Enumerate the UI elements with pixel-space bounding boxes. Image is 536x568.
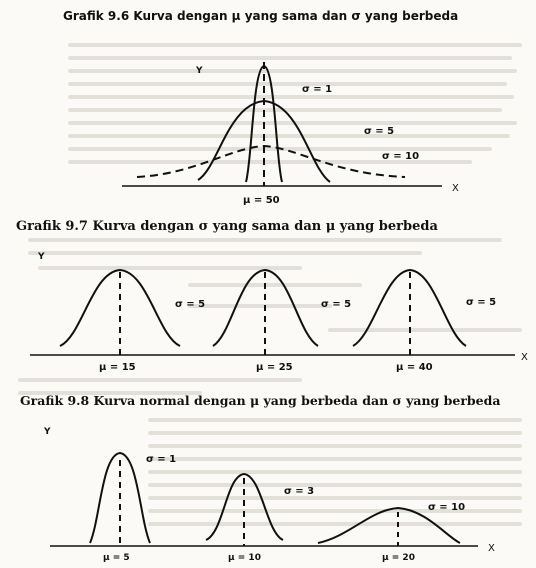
- fig8-mu-label-2: μ = 10: [228, 553, 261, 563]
- fig6-sigma-5-label: σ = 5: [364, 126, 395, 137]
- fig8-y-axis-label: Y: [44, 427, 51, 437]
- fig6-mu-label: μ = 50: [243, 195, 280, 206]
- figure-9-8: [43, 427, 495, 563]
- fig7-sigma-label-1: σ = 5: [175, 299, 206, 310]
- fig7-sigma-label-2: σ = 5: [321, 299, 352, 310]
- fig7-sigma-label-3: σ = 5: [466, 297, 497, 308]
- fig6-curve-sigma-10: [137, 146, 405, 177]
- fig8-mu-label-1: μ = 5: [103, 553, 130, 563]
- fig7-mu-label-1: μ = 15: [99, 362, 136, 373]
- figure-9-6-title: Grafik 9.6 Kurva dengan μ yang sama dan σ yang berbeda: [63, 9, 459, 23]
- fig8-mu-label-3: μ = 20: [382, 553, 415, 563]
- figure-9-7: [30, 252, 528, 373]
- fig7-mu-label-3: μ = 40: [396, 362, 433, 373]
- fig8-curve-3: [318, 508, 460, 543]
- fig8-sigma-label-3: σ = 10: [428, 502, 466, 513]
- fig6-y-axis-label: Y: [196, 66, 203, 76]
- fig6-sigma-10-label: σ = 10: [382, 151, 420, 162]
- fig8-sigma-label-2: σ = 3: [284, 486, 315, 497]
- fig6-sigma-1-label: σ = 1: [302, 84, 333, 95]
- figure-9-8-title: Grafik 9.8 Kurva normal dengan μ yang berbeda dan σ yang berbeda: [20, 393, 501, 408]
- fig7-x-axis-label: X: [521, 352, 528, 363]
- figure-9-7-title: Grafik 9.7 Kurva dengan σ yang sama dan μ yang berbeda: [16, 219, 438, 234]
- figure-9-6: [122, 62, 459, 206]
- fig7-mu-label-2: μ = 25: [256, 362, 293, 373]
- fig8-x-axis-label: X: [488, 543, 495, 554]
- fig8-sigma-label-1: σ = 1: [146, 454, 177, 465]
- fig7-y-axis-label: Y: [38, 252, 45, 262]
- fig6-x-axis-label: X: [452, 183, 459, 194]
